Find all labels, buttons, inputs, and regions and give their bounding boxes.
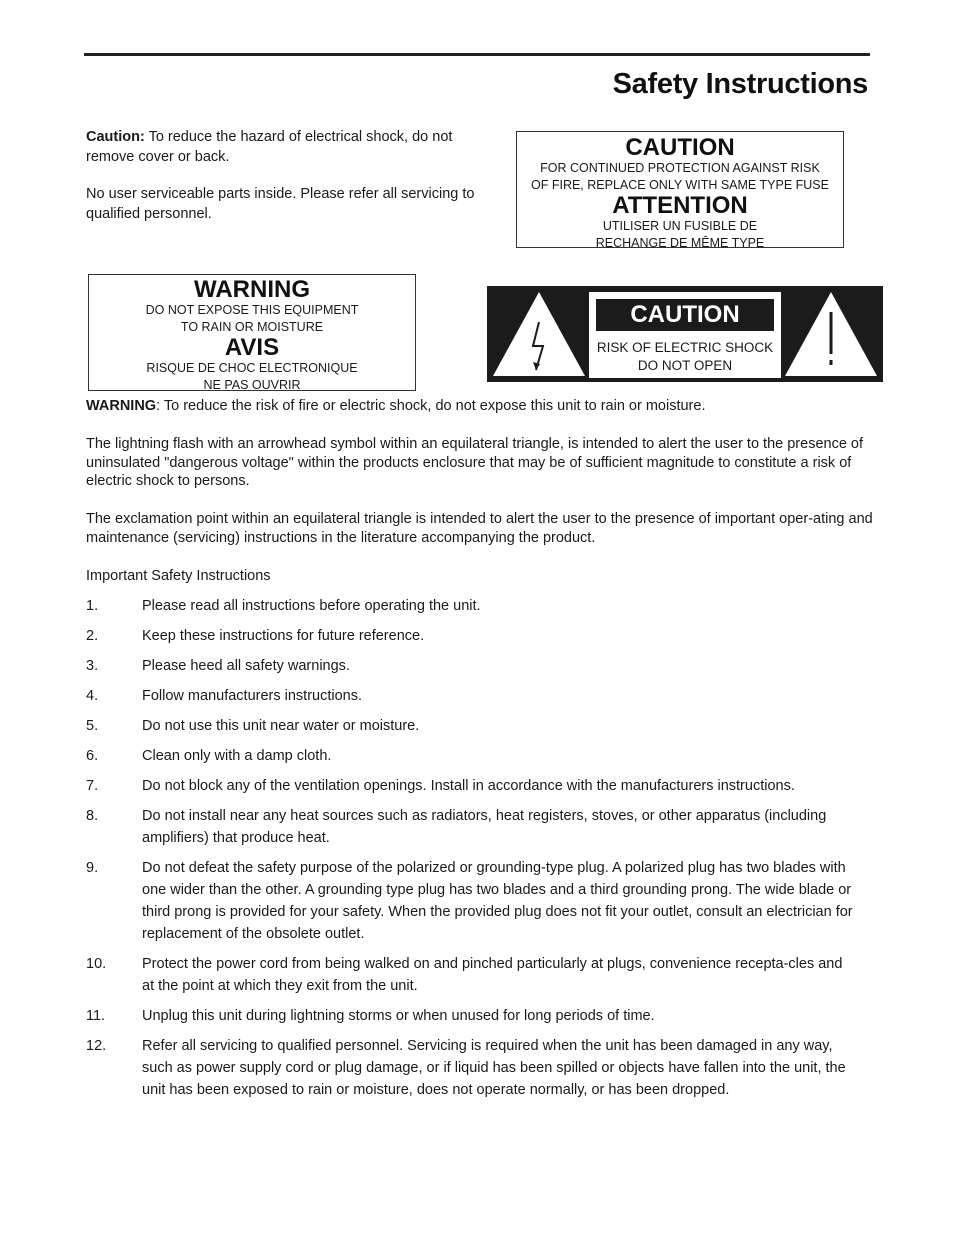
list-item — [86, 775, 876, 797]
shock-caution-line1: RISK OF ELECTRIC SHOCK — [596, 340, 774, 355]
list-item-text: Please read all instructions before operating the unit. — [142, 598, 481, 614]
shock-caution-label — [487, 286, 883, 382]
list-item — [86, 745, 876, 767]
exclamation-triangle-icon — [779, 286, 883, 382]
warning-paragraph-text: : To reduce the risk of fire or electric shock, do not expose this unit to rain or moisture. — [156, 398, 706, 414]
avis-line1: RISQUE DE CHOC ELECTRONIQUE — [146, 361, 358, 375]
list-item — [86, 1005, 876, 1027]
caution-paragraph — [86, 127, 496, 167]
list-item-text: Follow manufacturers instructions. — [142, 688, 362, 704]
list-item-text: Clean only with a damp cloth. — [142, 748, 332, 764]
list-item-number: 7. — [86, 778, 99, 794]
warning-paragraph-label: WARNING — [86, 398, 157, 414]
fuse-attention-line2: RECHANGE DE MÊME TYPE — [595, 236, 765, 250]
lightning-paragraph: The lightning flash with an arrowhead symbol within an equilateral triangle, is intended to alert the user to the presence of uninsulated "dangerous voltage" within the products enclosure that may be of sufficient magnitude to constitute a risk of electric shock to persons. — [86, 436, 864, 489]
warning-box — [88, 274, 416, 391]
list-item-text: Unplug this unit during lightning storms or when unused for long periods of time. — [142, 1008, 655, 1024]
list-item-number: 5. — [86, 718, 99, 734]
avis-title: AVIS — [224, 334, 280, 361]
list-item — [86, 857, 876, 945]
shock-caution-text — [590, 339, 780, 375]
list-item-text: Refer all servicing to qualified personnel. Servicing is required when the unit has been damaged in any way, such as power supply cord or plug damage, or if liquid has been spilled or objects have fallen into the unit, the unit has been exposed to rain or moisture, does not operate normally, or has been dropped. — [142, 1038, 846, 1098]
list-item-number: 1. — [86, 598, 99, 614]
list-item — [86, 715, 876, 737]
fuse-caution-line1: FOR CONTINUED PROTECTION AGAINST RISK — [540, 161, 820, 175]
list-item-text: Keep these instructions for future reference. — [142, 628, 425, 644]
exclamation-paragraph: The exclamation point within an equilateral triangle is intended to alert the user to the presence of important oper-ating and maintenance (servicing) instructions in the literature accompanying the product. — [86, 511, 873, 546]
list-item-number: 6. — [86, 748, 99, 764]
list-item — [86, 625, 876, 647]
fuse-attention-title: ATTENTION — [612, 192, 748, 219]
list-item-number: 3. — [86, 658, 99, 674]
list-item-number: 9. — [86, 860, 99, 876]
list-item-text: Do not use this unit near water or moisture. — [142, 718, 420, 734]
warning-paragraph — [86, 397, 876, 416]
list-item-text: Do not defeat the safety purpose of the polarized or grounding-type plug. A polarized plug has two blades with one wider than the other. A grounding type plug has two blades and a third grounding prong. The wide blade or third prong is provided for your safety. When the provided plug does not fit your outlet, consult an electrician for replacement of the obsolete outlet. — [142, 860, 853, 942]
list-item-text: Do not block any of the ventilation openings. Install in accordance with the manufacturers instructions. — [142, 778, 795, 794]
shock-caution-title: CAUTION — [596, 299, 774, 331]
list-item-text: Please heed all safety warnings. — [142, 658, 350, 674]
header-rule — [84, 53, 870, 56]
shock-caution-center — [589, 292, 781, 378]
list-item — [86, 685, 876, 707]
list-item-number: 12. — [86, 1038, 107, 1054]
list-item-number: 2. — [86, 628, 99, 644]
avis-line2: NE PAS OUVRIR — [203, 378, 301, 392]
list-item-number: 8. — [86, 808, 99, 824]
safety-instructions-list — [86, 595, 876, 1109]
list-item-number: 11. — [86, 1008, 106, 1024]
list-item-text: Protect the power cord from being walked on and pinched particularly at plugs, convenience recepta-cles and at the point at which they exit from the unit. — [142, 956, 843, 994]
shock-caution-line2: DO NOT OPEN — [637, 358, 733, 373]
list-item — [86, 655, 876, 677]
list-item — [86, 805, 876, 849]
list-item — [86, 1035, 876, 1101]
fuse-caution-box — [516, 131, 844, 248]
warning-line2: TO RAIN OR MOISTURE — [180, 320, 324, 334]
list-item — [86, 953, 876, 997]
lightning-triangle-icon — [487, 286, 591, 382]
list-item-text: Do not install near any heat sources such as radiators, heat registers, stoves, or other apparatus (including amplifiers) that produce heat. — [142, 808, 827, 846]
fuse-attention-line1: UTILISER UN FUSIBLE DE — [602, 219, 758, 233]
warning-title: WARNING — [194, 276, 310, 303]
fuse-caution-line2: OF FIRE, REPLACE ONLY WITH SAME TYPE FUSE — [531, 178, 829, 192]
warning-line1: DO NOT EXPOSE THIS EQUIPMENT — [145, 303, 359, 317]
servicing-paragraph: No user serviceable parts inside. Please refer all servicing to qualified personnel. — [86, 186, 475, 222]
caution-body: To reduce the hazard of electrical shock, do not remove cover or back. — [86, 129, 453, 165]
fuse-caution-title: CAUTION — [625, 134, 735, 161]
list-item-number: 10. — [86, 956, 107, 972]
caution-label: Caution: — [86, 129, 145, 145]
page-title: Safety Instructions — [612, 68, 868, 100]
caution-intro — [86, 127, 496, 241]
list-heading: Important Safety Instructions — [86, 568, 271, 584]
list-item-number: 4. — [86, 688, 99, 704]
list-item — [86, 595, 876, 617]
